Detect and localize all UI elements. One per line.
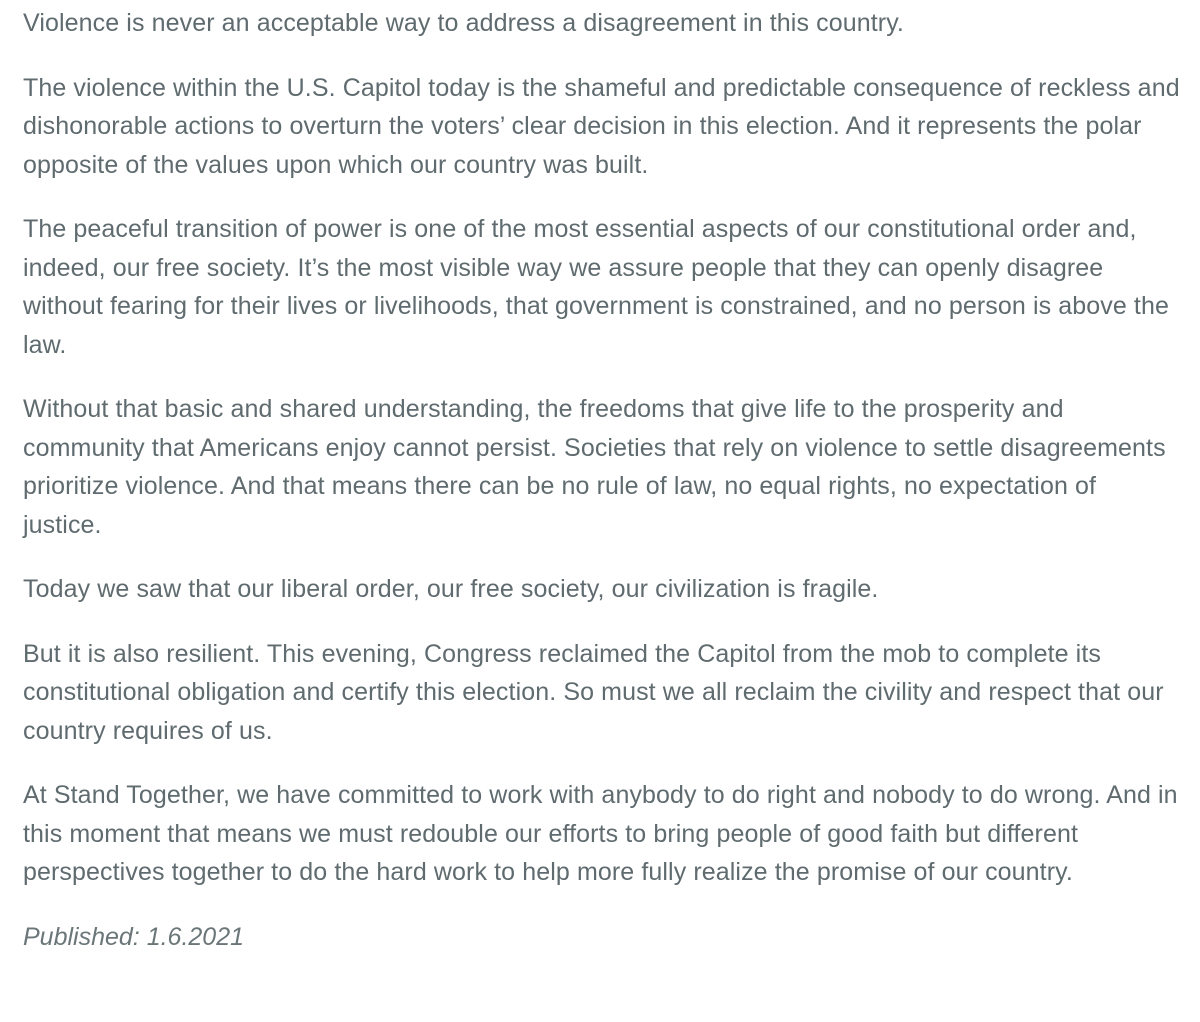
published-date: Published: 1.6.2021 [23, 922, 245, 951]
paragraph-3: The peaceful transition of power is one of the most essential aspects of our constitutional order and, indeed, our free society. It’s the most visible way we assure people that they can openly disagree without fearing for their lives or livelihoods, that government is constrained, and no person is above the law. [23, 215, 1169, 359]
paragraph-1: Violence is never an acceptable way to address a disagreement in this country. [23, 9, 904, 37]
paragraph-4: Without that basic and shared understanding, the freedoms that give life to the prosperity and community that Americans enjoy cannot persist. Societies that rely on violence to settle disagreements prioritize violence. And that means there can be no rule of law, no equal rights, no expectation of justice. [23, 395, 1166, 539]
paragraph-5: Today we saw that our liberal order, our free society, our civilization is fragile. [23, 575, 879, 603]
paragraph-7: At Stand Together, we have committed to work with anybody to do right and nobody to do wrong. And in this moment that means we must redouble our efforts to bring people of good faith but different perspectives together to do the hard work to help more fully realize the promise of our country. [23, 781, 1178, 886]
paragraph-2: The violence within the U.S. Capitol today is the shameful and predictable consequence of reckless and dishonorable actions to overturn the voters’ clear decision in this election. And it represents the polar opposite of the values upon which our country was built. [23, 73, 1180, 179]
paragraph-6: But it is also resilient. This evening, Congress reclaimed the Capitol from the mob to complete its constitutional obligation and certify this election. So must we all reclaim the civility and respect that our country requires of us. [23, 639, 1164, 745]
